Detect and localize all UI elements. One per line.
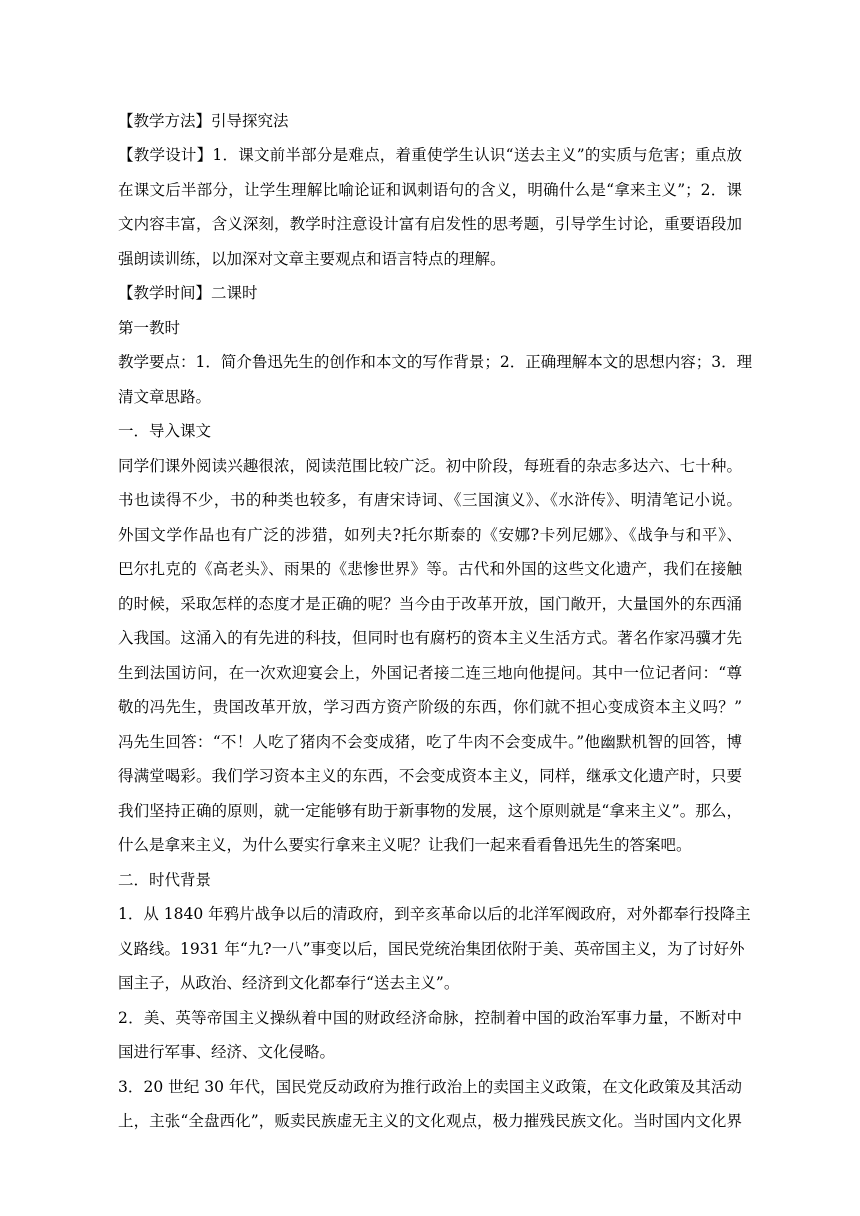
heading-teaching-time: 【教学时间】二课时 xyxy=(118,284,258,302)
section-heading-background: 二．时代背景 xyxy=(118,871,212,889)
paragraph-line: 的时候，采取怎样的态度才是正确的呢？当今由于改革开放，国门敞开，大量国外的东西涌 xyxy=(118,595,742,613)
paragraph-line: 什么是拿来主义，为什么要实行拿来主义呢？让我们一起来看看鲁迅先生的答案吧。 xyxy=(118,836,692,854)
paragraph-line: 清文章思路。 xyxy=(118,388,212,406)
paragraph-line: 1．从 1840 年鸦片战争以后的清政府，到辛亥革命以后的北洋军阀政府，对外都奉行投降主 xyxy=(118,905,751,923)
paragraph-line: 书也读得不少，书的种类也较多，有唐宋诗词、《三国演义》、《水浒传》、明清笔记小说。 xyxy=(118,491,742,509)
section-heading-intro: 一．导入课文 xyxy=(118,422,212,440)
paragraph-line: 强朗读训练，以加深对文章主要观点和语言特点的理解。 xyxy=(118,250,506,268)
paragraph-line: 3．20 世纪 30 年代，国民党反动政府为推行政治上的卖国主义政策，在文化政策及其活动 xyxy=(118,1078,742,1096)
paragraph-line: 巴尔扎克的《高老头》、雨果的《悲惨世界》等。古代和外国的这些文化遗产，我们在接触 xyxy=(118,560,742,578)
paragraph-line: 冯先生回答：“不！人吃了猪肉不会变成猪，吃了牛肉不会变成牛。”他幽默机智的回答，博 xyxy=(118,733,742,751)
paragraph-line: 【教学设计】1．课文前半部分是难点，着重使学生认识“送去主义”的实质与危害；重点放 xyxy=(118,146,742,164)
paragraph-line: 教学要点：1．简介鲁迅先生的创作和本文的写作背景；2．正确理解本文的思想内容；3．理 xyxy=(118,353,753,371)
paragraph-line: 上，主张“全盘西化”，贩卖民族虚无主义的文化观点，极力摧残民族文化。当时国内文化界 xyxy=(118,1112,742,1130)
paragraph-line: 文内容丰富，含义深刻，教学时注意设计富有启发性的思考题，引导学生讨论，重要语段加 xyxy=(118,215,742,233)
paragraph-line: 国主子，从政治、经济到文化都奉行“送去主义”。 xyxy=(118,974,460,992)
paragraph-line: 生到法国访问，在一次欢迎宴会上，外国记者接二连三地向他提问。其中一位记者问：“尊 xyxy=(118,664,742,682)
paragraph-line: 外国文学作品也有广泛的涉猎，如列夫?托尔斯泰的《安娜?卡列尼娜》、《战争与和平》、 xyxy=(118,526,742,544)
paragraph-line: 在课文后半部分，让学生理解比喻论证和讽刺语句的含义，明确什么是“拿来主义”；2．课 xyxy=(118,181,742,199)
paragraph-line: 国进行军事、经济、文化侵略。 xyxy=(118,1043,336,1061)
paragraph-line: 同学们课外阅读兴趣很浓，阅读范围比较广泛。初中阶段，每班看的杂志多达六、七十种。 xyxy=(118,457,742,475)
paragraph-line: 敬的冯先生，贵国改革开放，学习西方资产阶级的东西，你们就不担心变成资本主义吗？” xyxy=(118,698,742,716)
paragraph-line: 入我国。这涌入的有先进的科技，但同时也有腐朽的资本主义生活方式。著名作家冯骥才先 xyxy=(118,629,742,647)
paragraph-line: 我们坚持正确的原则，就一定能够有助于新事物的发展，这个原则就是“拿来主义”。那么， xyxy=(118,802,742,820)
paragraph-line: 2．美、英等帝国主义操纵着中国的财政经济命脉，控制着中国的政治军事力量，不断对中 xyxy=(118,1009,742,1027)
paragraph-line: 义路线。1931 年“九?一八”事变以后，国民党统治集团依附于美、英帝国主义，为了讨好外 xyxy=(118,940,745,958)
heading-teaching-method: 【教学方法】引导探究法 xyxy=(118,112,289,130)
paragraph-line: 得满堂喝彩。我们学习资本主义的东西，不会变成资本主义，同样，继承文化遗产时，只要 xyxy=(118,767,742,785)
heading-first-lesson: 第一教时 xyxy=(118,319,181,337)
